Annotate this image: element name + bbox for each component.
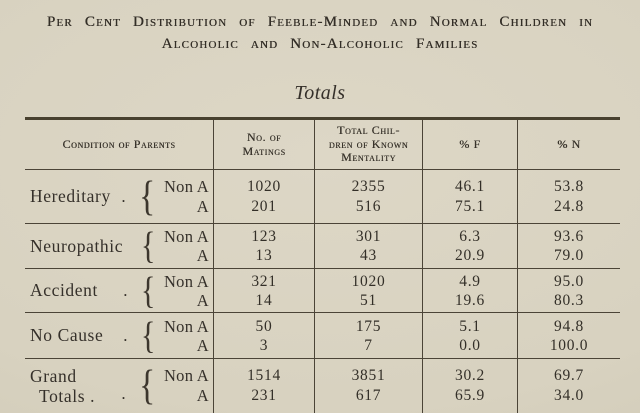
value-children-a: 7 bbox=[364, 336, 373, 354]
table-subtitle: Totals bbox=[294, 82, 346, 104]
table-row-hereditary bbox=[25, 170, 620, 224]
value-matings-non-a: 1514 bbox=[247, 367, 281, 384]
sub-row-labels bbox=[159, 227, 213, 265]
cell-pct-f bbox=[423, 269, 518, 312]
value-pct-f-a: 19.6 bbox=[455, 291, 485, 309]
header-pct-n bbox=[518, 120, 620, 169]
value-pct-n-non-a: 93.6 bbox=[554, 228, 584, 245]
cell-children bbox=[315, 313, 423, 358]
sub-row-labels bbox=[159, 272, 213, 310]
value-pct-n-non-a: 94.8 bbox=[554, 317, 584, 335]
value-children-non-a: 1020 bbox=[351, 272, 386, 290]
leader-dot: . bbox=[121, 186, 127, 206]
value-pct-f-non-a: 30.2 bbox=[455, 367, 485, 384]
header-label: Condition of Parents bbox=[62, 136, 176, 151]
cell-condition bbox=[25, 359, 214, 413]
value-pct-f-non-a: 6.3 bbox=[459, 228, 481, 245]
row-label: Hereditary bbox=[30, 186, 111, 206]
value-children-non-a: 3851 bbox=[351, 367, 386, 384]
value-pct-f-a: 75.1 bbox=[455, 197, 485, 215]
cell-condition bbox=[25, 313, 214, 358]
table-row-neuropathic bbox=[25, 224, 620, 269]
header-label: Total Chil- bbox=[337, 123, 400, 138]
table-header-row bbox=[25, 120, 620, 170]
value-pct-n-a: 100.0 bbox=[549, 336, 589, 354]
value-matings-non-a: 123 bbox=[251, 228, 277, 245]
brace-glyph: { bbox=[141, 314, 157, 357]
value-pct-f-a: 0.0 bbox=[459, 336, 481, 354]
caption-line-2: Alcoholic and Non-Alcoholic Families bbox=[161, 36, 479, 52]
value-pct-n-non-a: 69.7 bbox=[554, 367, 584, 384]
table-row-accident bbox=[25, 269, 620, 313]
cell-children bbox=[315, 359, 423, 413]
row-label bbox=[30, 366, 121, 406]
leader-dot: . bbox=[121, 384, 127, 403]
sub-row-labels bbox=[159, 317, 213, 355]
value-pct-f-non-a: 5.1 bbox=[459, 317, 481, 335]
value-matings-non-a: 321 bbox=[251, 272, 277, 290]
cell-matings bbox=[214, 269, 315, 312]
sub-label-non-a: Non A bbox=[163, 366, 209, 385]
cell-children bbox=[315, 224, 423, 268]
value-matings-non-a: 50 bbox=[255, 317, 273, 335]
header-label: No. of bbox=[246, 130, 282, 144]
value-children-a: 617 bbox=[355, 387, 382, 404]
header-condition-of-parents bbox=[25, 120, 214, 169]
leader-dot: . bbox=[123, 280, 129, 300]
sub-label-a: A bbox=[196, 335, 209, 355]
sub-row-labels bbox=[159, 177, 213, 217]
row-label-line-1: Grand bbox=[30, 366, 77, 386]
brace-glyph: { bbox=[141, 269, 157, 312]
value-matings-a: 3 bbox=[259, 336, 269, 354]
leader-dot: . bbox=[123, 325, 129, 345]
cell-pct-f bbox=[423, 359, 518, 413]
cell-condition bbox=[25, 269, 214, 312]
value-pct-n-a: 80.3 bbox=[554, 291, 584, 309]
value-pct-f-non-a: 4.9 bbox=[459, 272, 481, 290]
sub-label-a: A bbox=[196, 290, 209, 310]
cell-pct-n bbox=[518, 170, 620, 223]
row-label: No Cause bbox=[30, 325, 104, 345]
sub-label-non-a: Non A bbox=[163, 227, 209, 246]
value-pct-n-non-a: 53.8 bbox=[554, 177, 584, 195]
brace-glyph: { bbox=[141, 225, 157, 267]
header-pct-f bbox=[423, 120, 518, 169]
value-pct-f-non-a: 46.1 bbox=[455, 177, 485, 195]
value-pct-n-non-a: 95.0 bbox=[554, 272, 584, 290]
sub-label-non-a: Non A bbox=[163, 316, 209, 336]
cell-pct-f bbox=[423, 170, 518, 223]
row-label-line-2: Totals . bbox=[39, 386, 96, 406]
header-label: % F bbox=[459, 136, 481, 151]
value-pct-n-a: 34.0 bbox=[554, 387, 584, 404]
header-label: Matings bbox=[242, 143, 286, 158]
sub-label-a: A bbox=[196, 196, 209, 216]
value-children-a: 51 bbox=[360, 291, 377, 309]
cell-pct-n bbox=[518, 224, 620, 268]
cell-children bbox=[315, 269, 423, 312]
data-table bbox=[25, 117, 620, 413]
cell-matings bbox=[214, 224, 315, 268]
value-children-non-a: 301 bbox=[355, 228, 382, 245]
value-pct-f-a: 65.9 bbox=[455, 387, 485, 404]
value-children-non-a: 2355 bbox=[351, 177, 386, 195]
row-label: Accident bbox=[30, 280, 98, 300]
value-children-a: 43 bbox=[360, 247, 377, 264]
cell-pct-n bbox=[518, 313, 620, 358]
value-matings-a: 13 bbox=[255, 247, 273, 264]
cell-condition bbox=[25, 224, 214, 268]
value-children-non-a: 175 bbox=[355, 317, 382, 335]
value-pct-f-a: 20.9 bbox=[455, 247, 485, 264]
sub-label-a: A bbox=[196, 386, 209, 405]
cell-pct-n bbox=[518, 359, 620, 413]
cell-matings bbox=[214, 359, 315, 413]
table-caption bbox=[0, 11, 640, 55]
table-row-no-cause bbox=[25, 313, 620, 359]
sub-row-labels bbox=[159, 366, 213, 406]
table-row-grand-totals bbox=[25, 359, 620, 413]
cell-children bbox=[315, 170, 423, 223]
value-matings-non-a: 1020 bbox=[247, 177, 281, 195]
brace-glyph: { bbox=[139, 173, 156, 220]
cell-pct-n bbox=[518, 269, 620, 312]
value-pct-n-a: 24.8 bbox=[554, 197, 584, 215]
header-label: dren of Known bbox=[328, 136, 409, 151]
sub-label-a: A bbox=[196, 246, 209, 265]
value-matings-a: 14 bbox=[255, 291, 273, 309]
cell-pct-f bbox=[423, 313, 518, 358]
sub-label-non-a: Non A bbox=[163, 271, 209, 291]
row-label: Neuropathic bbox=[30, 235, 124, 256]
cell-pct-f bbox=[423, 224, 518, 268]
sub-label-non-a: Non A bbox=[163, 176, 209, 196]
cell-matings bbox=[214, 170, 315, 223]
caption-line-1: Per Cent Distribution of Feeble-Minded and Normal Children in bbox=[46, 14, 594, 30]
brace-glyph: { bbox=[139, 363, 156, 409]
header-label: % N bbox=[557, 136, 581, 151]
value-matings-a: 231 bbox=[251, 387, 277, 404]
header-total-children bbox=[315, 120, 423, 169]
value-matings-a: 201 bbox=[251, 197, 277, 215]
value-children-a: 516 bbox=[355, 197, 382, 215]
value-pct-n-a: 79.0 bbox=[554, 247, 584, 264]
header-no-of-matings bbox=[214, 120, 315, 169]
cell-matings bbox=[214, 313, 315, 358]
header-label: Mentality bbox=[341, 150, 396, 165]
cell-condition bbox=[25, 170, 214, 223]
